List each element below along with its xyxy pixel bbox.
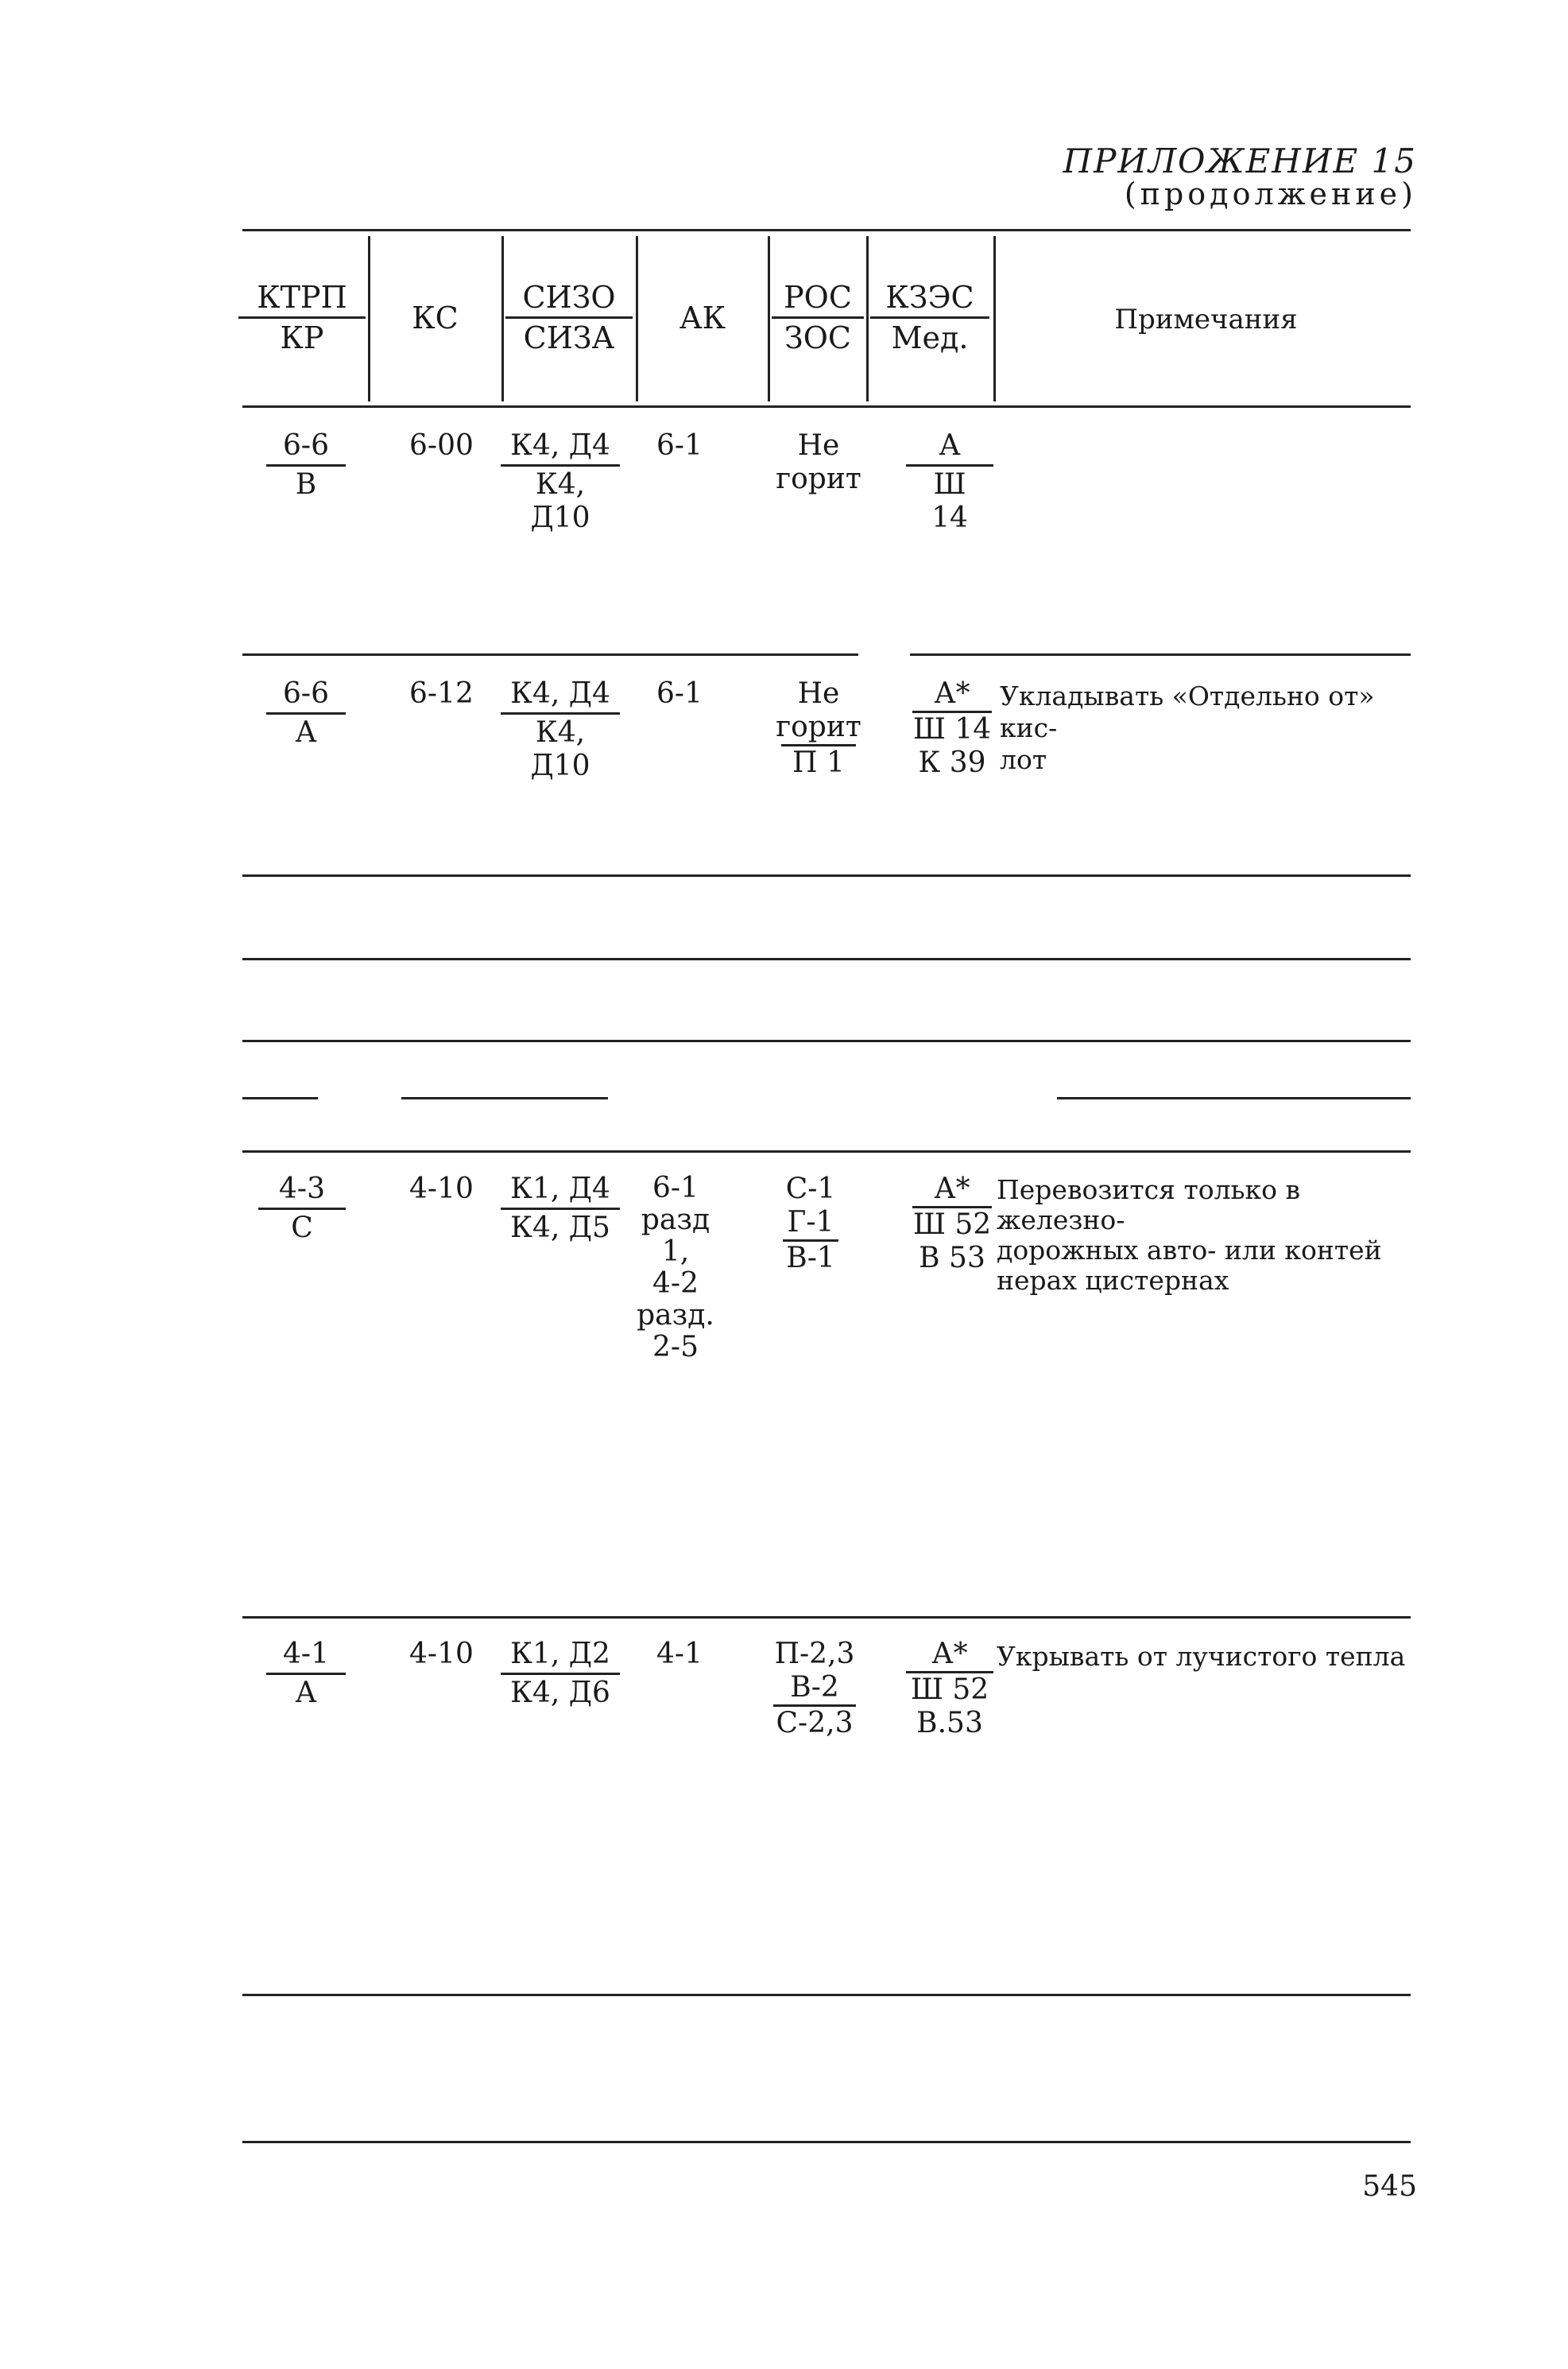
row-1-ktrp-kr (266, 429, 346, 502)
row-2-ktrp-kr (266, 677, 346, 750)
row-2-sizo: К4, Д4 (510, 677, 610, 710)
row-3-ak-line: 4-2 (652, 1267, 699, 1300)
row-4-ros-line: П-2,3 (774, 1638, 855, 1670)
row-1-ros-line: Не (797, 429, 840, 462)
row-rule (242, 1040, 1411, 1042)
header-divider (768, 236, 770, 401)
row-2-note (1000, 680, 1413, 776)
row-3-ak (624, 1173, 727, 1363)
row-1-med: Ш 14 (906, 464, 993, 535)
row-1-kzes-med (906, 429, 993, 535)
row-4-note-line: Укрывать от лучистого тепла (997, 1641, 1406, 1672)
row-1-sizo: К4, Д4 (510, 429, 610, 462)
page-number: 545 (1362, 2170, 1417, 2203)
row-rule (401, 1097, 608, 1099)
row-4-ros-line: С-2,3 (773, 1704, 856, 1740)
row-2-ak (648, 677, 711, 711)
row-rule (242, 874, 1411, 877)
row-4-med: Ш 52 (906, 1671, 993, 1707)
row-3-ks: 4-10 (409, 1173, 474, 1205)
column-header-ktrp: КТРП (257, 280, 347, 315)
row-rule (910, 653, 1411, 656)
header-divider (866, 236, 869, 401)
row-2-ros-line: Не (797, 677, 840, 710)
appendix-subtitle: (продолжение) (1124, 176, 1417, 211)
row-4-ak-line: 4-1 (656, 1638, 703, 1670)
row-3-ros-line: Г-1 (787, 1206, 834, 1239)
row-2-ak-line: 6-1 (656, 677, 703, 710)
row-3-kr: С (258, 1208, 346, 1245)
row-rule (242, 1994, 1411, 1996)
row-4-sizo-siza (501, 1638, 620, 1710)
row-1-ak-line: 6-1 (656, 429, 703, 462)
column-header-sizo: СИЗО (522, 280, 616, 315)
row-3-note (997, 1175, 1413, 1296)
row-rule (242, 653, 858, 656)
row-3-sizo-siza (501, 1173, 620, 1245)
row-3-med-extra: В 53 (919, 1242, 985, 1274)
column-header-siza: СИЗА (505, 316, 633, 355)
row-2-ros (775, 677, 862, 780)
row-1-kr: В (266, 464, 346, 502)
row-4-ktrp-kr (266, 1638, 346, 1710)
row-2-kzes: А* (934, 677, 970, 710)
row-3-ros (767, 1173, 854, 1275)
row-rule (242, 1150, 1411, 1153)
row-rule (242, 958, 1411, 960)
table-top-rule (242, 229, 1411, 231)
column-header-sizo-siza (505, 280, 633, 355)
row-3-sizo: К1, Д4 (510, 1173, 610, 1205)
row-4-ak (648, 1638, 711, 1671)
row-2-ktrp: 6-6 (283, 677, 329, 710)
header-divider (993, 236, 996, 401)
row-1-ak (648, 429, 711, 463)
header-divider (501, 236, 504, 401)
row-3-ak-line: разд 1, (641, 1204, 710, 1268)
column-header-notes: Примечания (1114, 304, 1298, 335)
column-header-zos: ЗОС (772, 316, 864, 355)
header-divider (636, 236, 638, 401)
row-3-med: Ш 52 (912, 1206, 992, 1242)
row-2-ks: 6-12 (409, 677, 474, 710)
row-1-ks: 6-00 (409, 429, 474, 462)
column-header-ak: АК (679, 300, 726, 335)
row-3-ktrp-kr (258, 1173, 346, 1245)
row-4-ktrp: 4-1 (283, 1638, 329, 1670)
row-4-ros (767, 1638, 862, 1740)
row-3-ak-line: разд. (637, 1299, 714, 1332)
row-1-kzes: А (939, 429, 961, 462)
row-2-sizo-siza (501, 677, 620, 783)
row-2-note-line: Укладывать «Отдельно от» кис- (1000, 680, 1375, 743)
row-4-kzes-med (906, 1638, 993, 1740)
row-3-note-line: дорожных авто- или контей (997, 1235, 1382, 1266)
row-2-kzes-med (912, 677, 992, 780)
row-4-sizo: К1, Д2 (510, 1638, 610, 1670)
row-3-ros-line: С-1 (785, 1173, 836, 1205)
row-1-ros-line: горит (776, 463, 861, 495)
row-3-kzes: А* (934, 1173, 970, 1205)
column-header-ks: КС (412, 300, 459, 335)
row-rule (1057, 1097, 1411, 1099)
column-header-med: Мед. (870, 316, 989, 355)
row-4-kr: А (266, 1673, 346, 1710)
row-3-ak-line: 6-1 (652, 1172, 699, 1204)
row-4-ros-line: В-2 (790, 1671, 839, 1704)
row-4-ks: 4-10 (409, 1638, 474, 1670)
row-2-ros-line: П 1 (781, 744, 856, 780)
row-1-ktrp: 6-6 (283, 429, 329, 462)
column-header-kzes: КЗЭС (885, 280, 974, 315)
row-rule (242, 1616, 1411, 1619)
column-header-ros-zos (772, 280, 864, 355)
row-3-note-line: нерах цистернах (997, 1265, 1229, 1296)
row-4-med-extra: В.53 (916, 1707, 983, 1739)
header-divider (368, 236, 370, 401)
column-header-ktrp-kr (238, 280, 366, 355)
row-3-kzes-med (912, 1173, 992, 1275)
row-3-ak-line: 2-5 (652, 1331, 699, 1363)
row-4-kzes: А* (931, 1638, 968, 1670)
row-3-ros-line: В-1 (783, 1239, 838, 1275)
row-1-siza: К4, Д10 (501, 464, 620, 535)
column-header-kzes-med (870, 280, 989, 355)
row-2-siza: К4, Д10 (501, 712, 620, 783)
row-3-note-line: Перевозится только в железно- (997, 1174, 1301, 1235)
row-3-siza: К4, Д5 (501, 1208, 620, 1245)
row-4-note (997, 1641, 1413, 1673)
row-2-kr: А (266, 712, 346, 750)
row-2-med: Ш 14 (912, 711, 992, 746)
row-1-ros (775, 429, 862, 496)
row-2-med-extra: К 39 (918, 746, 986, 779)
row-2-note-line: лот (1000, 744, 1047, 775)
column-header-ros: РОС (784, 280, 852, 315)
table-bottom-rule (242, 2141, 1411, 2143)
row-2-ros-line: горит (776, 711, 861, 743)
row-3-ktrp: 4-3 (279, 1173, 325, 1205)
header-bottom-rule (242, 405, 1411, 408)
appendix-title: ПРИЛОЖЕНИЕ 15 (1063, 142, 1417, 180)
row-4-siza: К4, Д6 (501, 1673, 620, 1710)
row-rule (242, 1097, 318, 1099)
row-1-sizo-siza (501, 429, 620, 535)
column-header-kr: КР (238, 316, 366, 355)
